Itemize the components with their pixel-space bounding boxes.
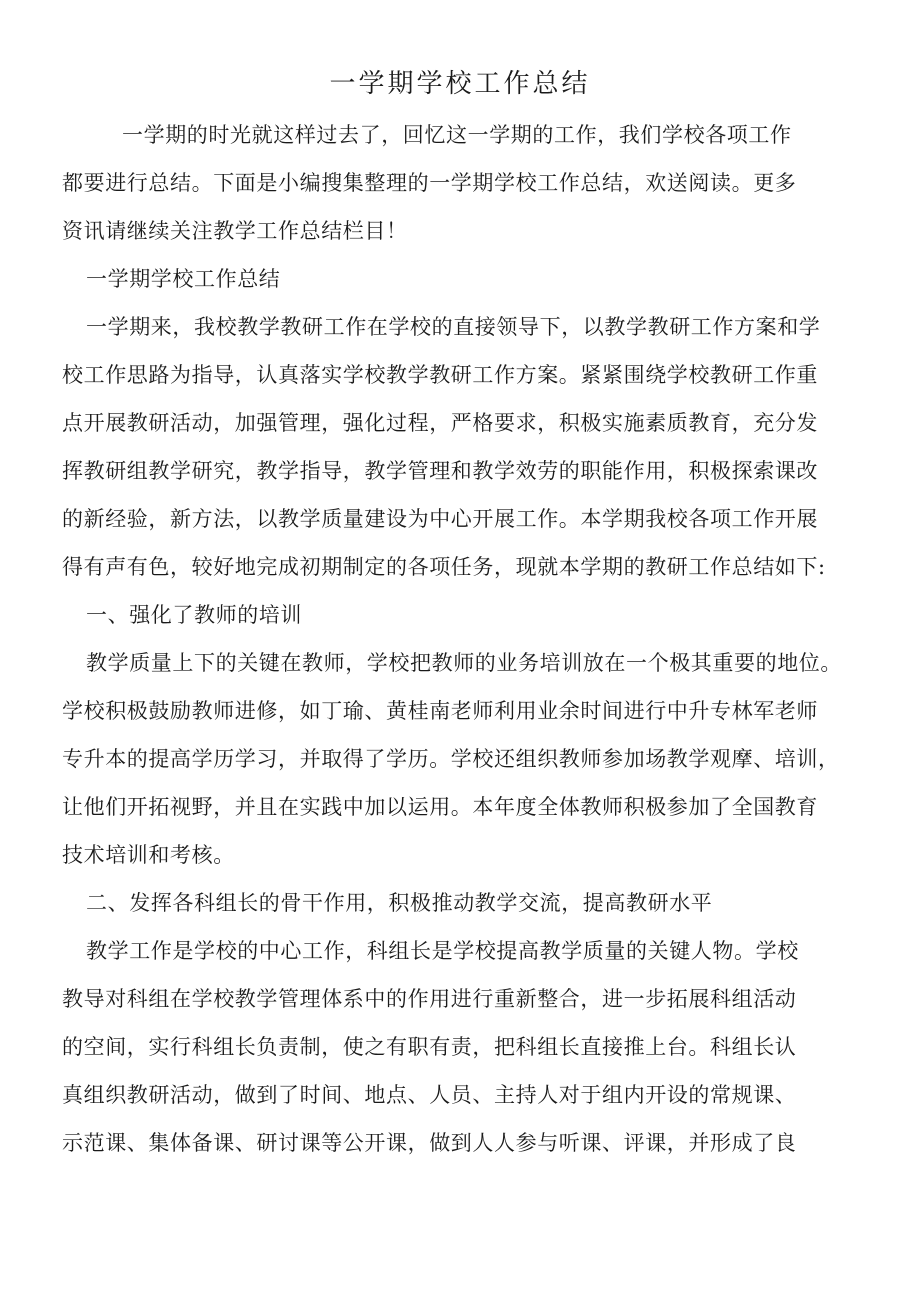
paragraph-line: 教导对科组在学校教学管理体系中的作用进行重新整合，进一步拓展科组活动 (62, 987, 797, 1011)
section-heading: 一学期学校工作总结 (86, 267, 281, 291)
paragraph-line: 点开展教研活动，加强管理，强化过程，严格要求，积极实施素质教育，充分发 (62, 411, 818, 435)
paragraph-line: 得有声有色，较好地完成初期制定的各项任务，现就本学期的教研工作总结如下: (62, 555, 826, 579)
paragraph-line: 挥教研组教学研究，教学指导，教学管理和教学效劳的职能作用，积极探索课改 (62, 459, 818, 483)
paragraph-line: 资讯请继续关注教学工作总结栏目！ (62, 219, 408, 243)
paragraph-line: 真组织教研活动，做到了时间、地点、人员、主持人对于组内开设的常规课、 (62, 1083, 797, 1107)
paragraph-line: 一学期的时光就这样过去了，回忆这一学期的工作，我们学校各项工作 (122, 123, 792, 147)
paragraph-line: 都要进行总结。下面是小编搜集整理的一学期学校工作总结，欢送阅读。更多 (62, 171, 797, 195)
paragraph-line: 校工作思路为指导，认真落实学校教学教研工作方案。紧紧围绕学校教研工作重 (62, 363, 818, 387)
paragraph-line: 让他们开拓视野，并且在实践中加以运用。本年度全体教师积极参加了全国教育 (62, 795, 818, 819)
paragraph-line: 技术培训和考核。 (62, 843, 235, 867)
paragraph-line: 学校积极鼓励教师进修，如丁瑜、黄桂南老师利用业余时间进行中升专林军老师 (62, 699, 818, 723)
section-heading: 一、强化了教师的培训 (86, 603, 302, 627)
paragraph-line: 专升本的提高学历学习，并取得了学历。学校还组织教师参加场教学观摩、培训， (62, 747, 840, 771)
paragraph-line: 的空间，实行科组长负责制，使之有职有责，把科组长直接推上台。科组长认 (62, 1035, 797, 1059)
paragraph-line: 示范课、集体备课、研讨课等公开课，做到人人参与听课、评课，并形成了良 (62, 1131, 797, 1155)
paragraph-line: 一学期来，我校教学教研工作在学校的直接领导下，以教学教研工作方案和学 (86, 315, 821, 339)
document-title: 一学期学校工作总结 (329, 69, 591, 99)
paragraph-line: 教学质量上下的关键在教师，学校把教师的业务培训放在一个极其重要的地位。 (86, 651, 842, 675)
paragraph-line: 教学工作是学校的中心工作，科组长是学校提高教学质量的关键人物。学校 (86, 939, 799, 963)
section-heading: 二、发挥各科组长的骨干作用，积极推动教学交流，提高教研水平 (86, 891, 713, 915)
paragraph-line: 的新经验，新方法，以教学质量建设为中心开展工作。本学期我校各项工作开展 (62, 507, 818, 531)
